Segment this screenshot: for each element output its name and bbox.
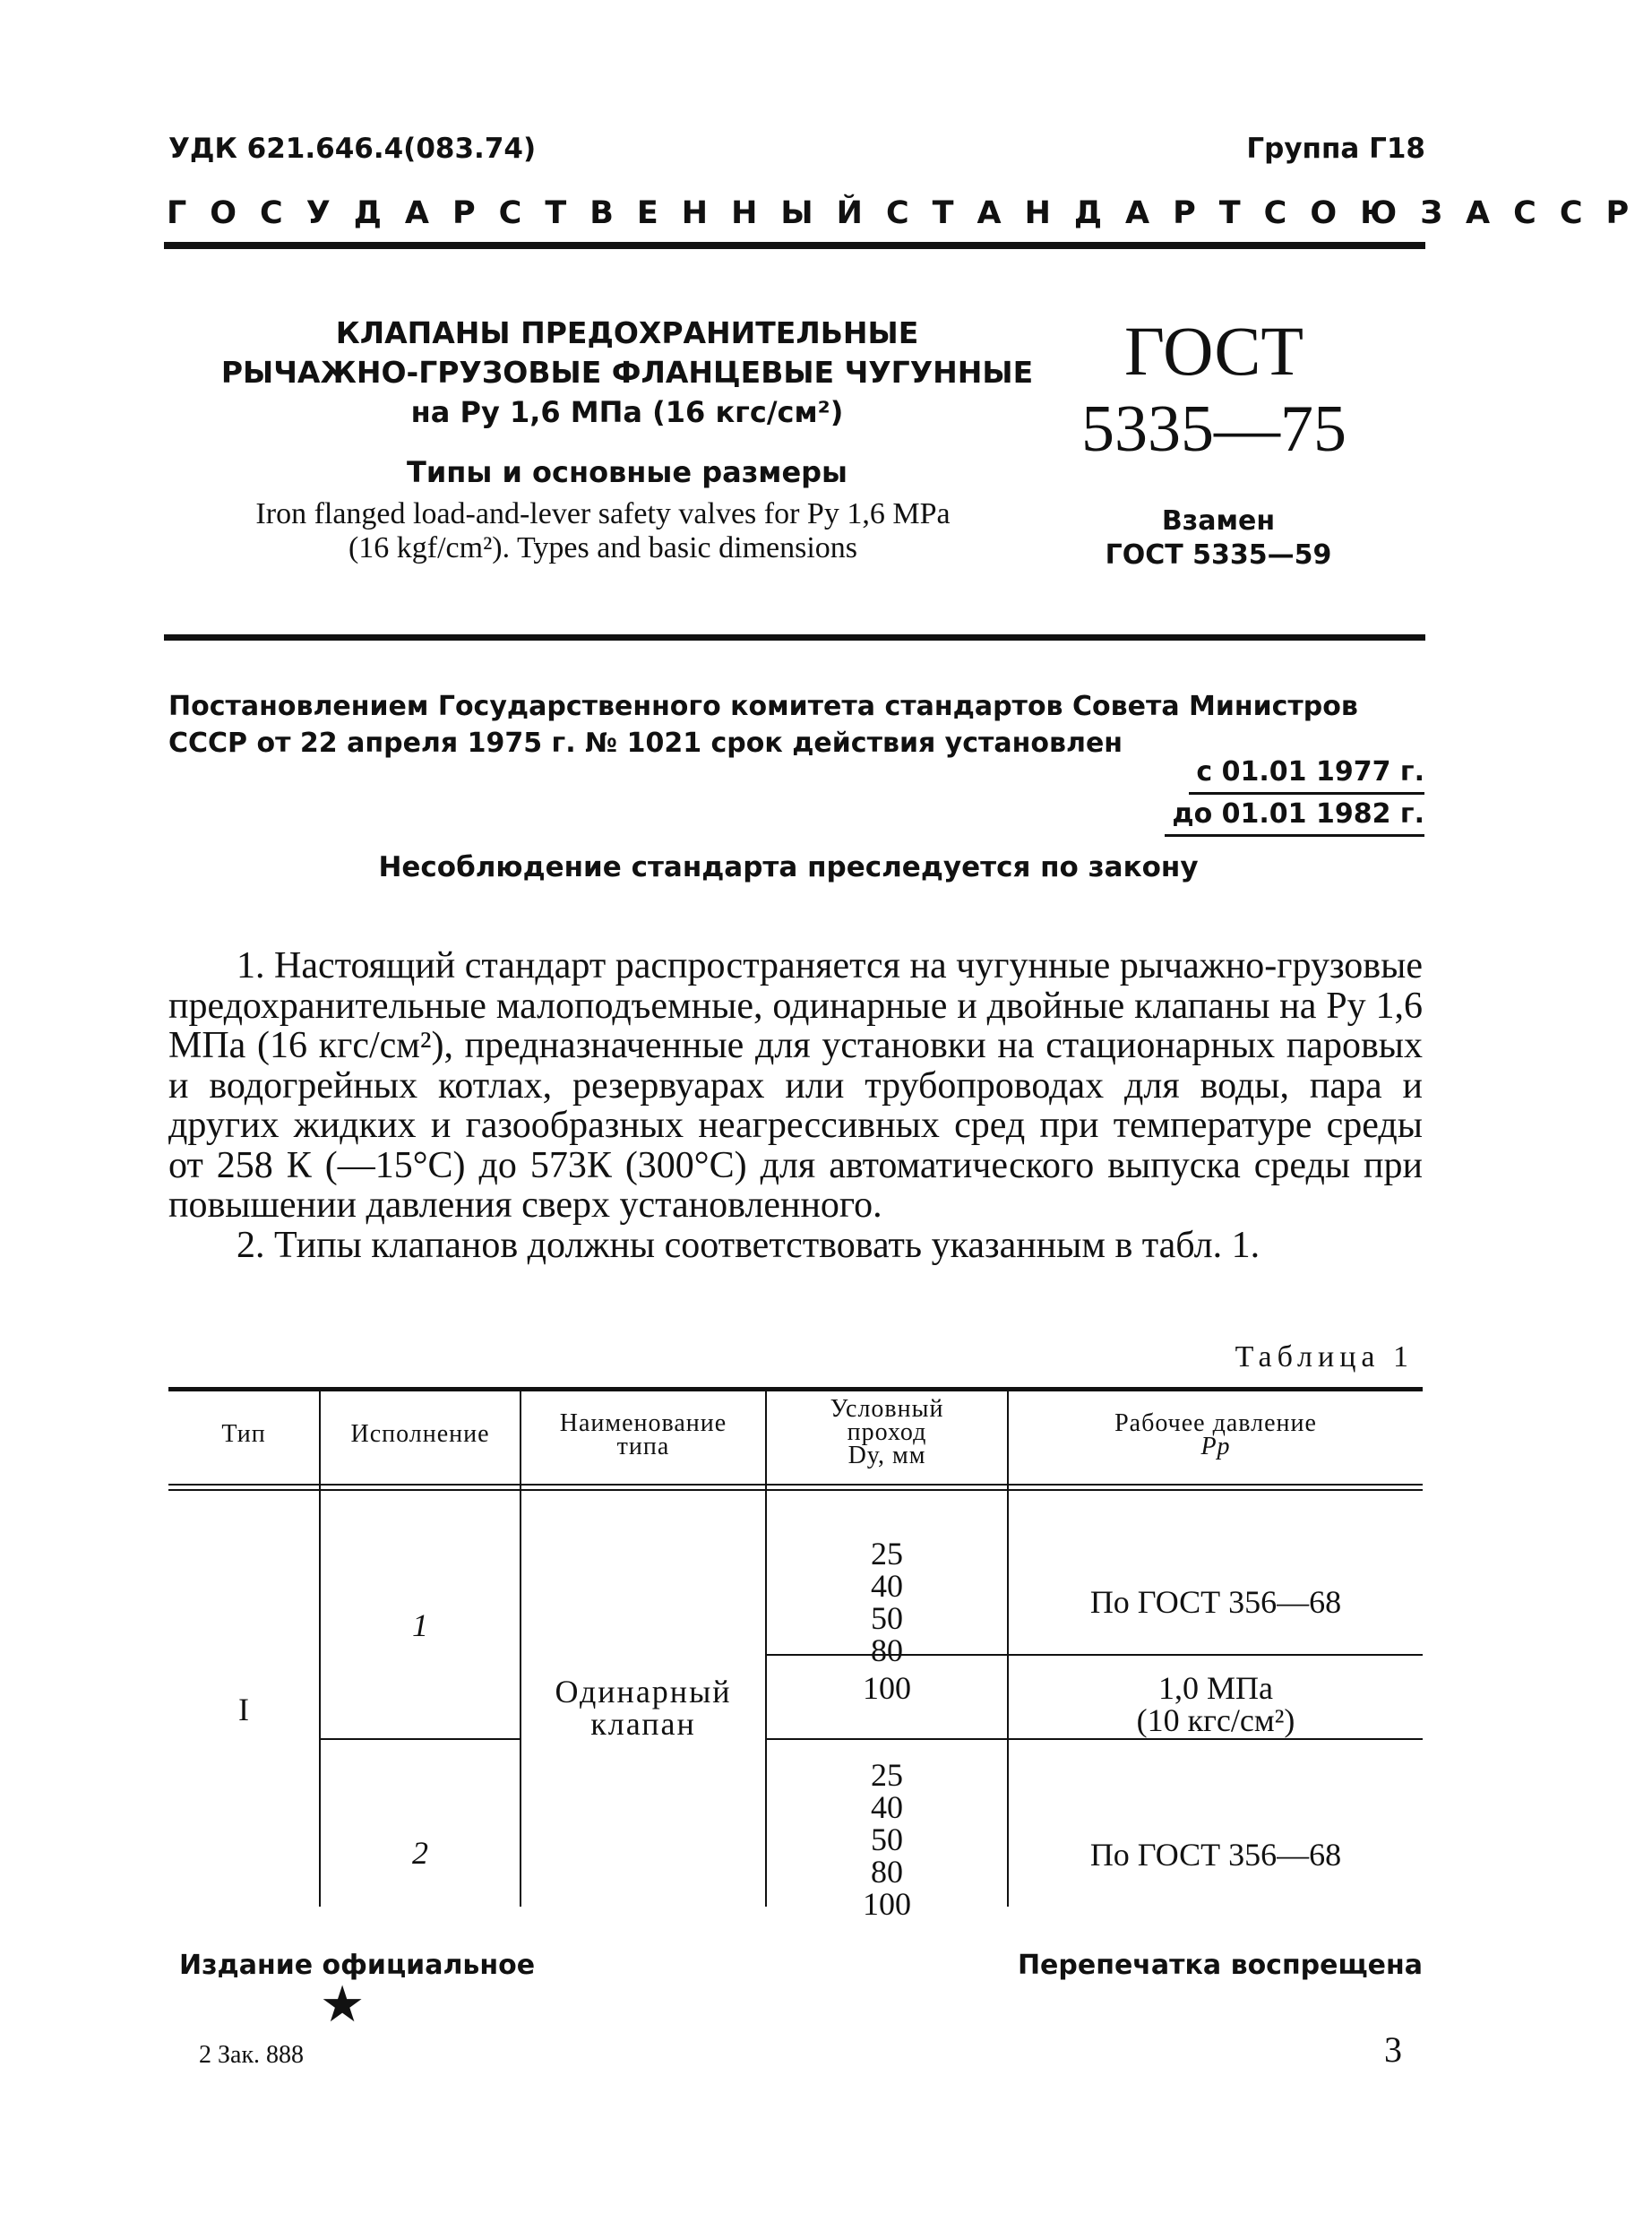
valve-types-table xyxy=(168,1387,1423,1922)
execution-2: 2 xyxy=(412,1835,428,1871)
paragraph: 1. Настоящий стандарт распространяется на чугунные рычажно-грузовые предохранительные малоподъемные, одинарные и двойные клапаны на Pу 1,6 МПа (16 кгс/см²), предназначенные для установки на стационарных паровых и водогрейных котлах, резервуарах или трубопроводах для воды, пара и других жидких и газообразных неагрессивных сред при температуре среды от 258 К (—15°С) до 573К (300°С) для автоматического выпуска среды при повышении давления сверх установленного. xyxy=(168,945,1423,1226)
title-line: РЫЧАЖНО-ГРУЗОВЫЕ ФЛАНЦЕВЫЕ ЧУГУННЫЕ xyxy=(220,355,1034,390)
table-rule xyxy=(168,1484,1423,1486)
header-rule xyxy=(164,242,1425,249)
header-pressure: Рабочее давление Pр xyxy=(1114,1409,1317,1460)
state-standard-banner xyxy=(167,195,1652,231)
banner-word: СОЮЗА xyxy=(1263,195,1514,231)
english-title-line: (16 kgf/cm²). Types and basic dimensions xyxy=(348,531,858,564)
official-edition: Издание официальное xyxy=(179,1950,536,1981)
banner-word: ГОСУДАРСТВЕННЫЙ xyxy=(167,195,886,231)
table-rule xyxy=(765,1738,1423,1740)
english-title-line: Iron flanged load-and-lever safety valves for Py 1,6 MPa xyxy=(255,497,951,530)
dn-group-1: 25 40 50 80 xyxy=(871,1536,903,1668)
title-rule xyxy=(164,634,1425,641)
star-icon: ★ xyxy=(320,1977,366,2033)
replaces-number: ГОСТ 5335—59 xyxy=(1105,539,1332,571)
replaces-label: Взамен xyxy=(1161,505,1276,537)
pressure-2: 1,0 МПа (10 кгс/см²) xyxy=(1136,1670,1295,1738)
title-subtitle: Типы и основные размеры xyxy=(407,455,848,489)
decree-text: Постановлением Государственного комитета стандартов Совета Министров СССР от 22 апреля 1975 г. № 1021 срок действия установлен xyxy=(168,691,1358,759)
gost-designation xyxy=(1071,314,1357,469)
law-notice: Несоблюдение стандарта преследуется по закону xyxy=(378,851,1199,883)
gost-number: 5335—75 xyxy=(1081,392,1347,466)
validity-period xyxy=(1165,753,1424,837)
valid-from: с 01.01 1977 г. xyxy=(1189,753,1424,795)
execution-1: 1 xyxy=(412,1607,428,1643)
table-rule xyxy=(1007,1387,1009,1907)
header-type: Тип xyxy=(221,1420,266,1448)
document-title xyxy=(197,314,1057,489)
header-execution: Исполнение xyxy=(350,1420,490,1448)
group-code: Группа Г18 xyxy=(1246,133,1425,165)
valid-to: до 01.01 1982 г. xyxy=(1165,795,1424,837)
reprint-notice: Перепечатка воспрещена xyxy=(1017,1950,1423,1981)
table-rule xyxy=(319,1387,321,1907)
banner-word: СТАНДАРТ xyxy=(885,195,1264,231)
table-rule xyxy=(319,1738,520,1740)
table-rule xyxy=(168,1489,1423,1491)
page-number: 3 xyxy=(1384,2029,1402,2070)
banner-word: ССР xyxy=(1513,195,1652,231)
table-caption: Таблица 1 xyxy=(1235,1340,1414,1374)
table-rule xyxy=(168,1387,1423,1391)
replaces-block xyxy=(1080,504,1357,573)
gost-label: ГОСТ xyxy=(1123,312,1304,390)
table-rule xyxy=(520,1387,521,1907)
dn-group-2: 100 xyxy=(863,1670,911,1706)
dn-group-3: 25 40 50 80 100 xyxy=(863,1757,911,1922)
english-title xyxy=(168,497,1037,565)
paragraph: 2. Типы клапанов должны соответствовать указанным в табл. 1. xyxy=(237,1224,1261,1266)
pressure-1: По ГОСТ 356—68 xyxy=(1089,1584,1342,1620)
title-line: КЛАПАНЫ ПРЕДОХРАНИТЕЛЬНЫЕ xyxy=(335,315,919,350)
header-nominal-diameter: Условный проход Dу, мм xyxy=(830,1395,944,1469)
pressure-3: По ГОСТ 356—68 xyxy=(1089,1837,1342,1873)
title-line: на Pу 1,6 МПа (16 кгс/см²) xyxy=(410,395,844,429)
type-cell: I xyxy=(238,1692,249,1727)
header-name: Наименование типа xyxy=(559,1409,727,1460)
name-cell: Одинарный клапан xyxy=(555,1674,732,1742)
order-number: 2 Зак. 888 xyxy=(199,2041,305,2069)
udc-code: УДК 621.646.4(083.74) xyxy=(168,133,537,165)
body-text xyxy=(168,946,1423,1265)
